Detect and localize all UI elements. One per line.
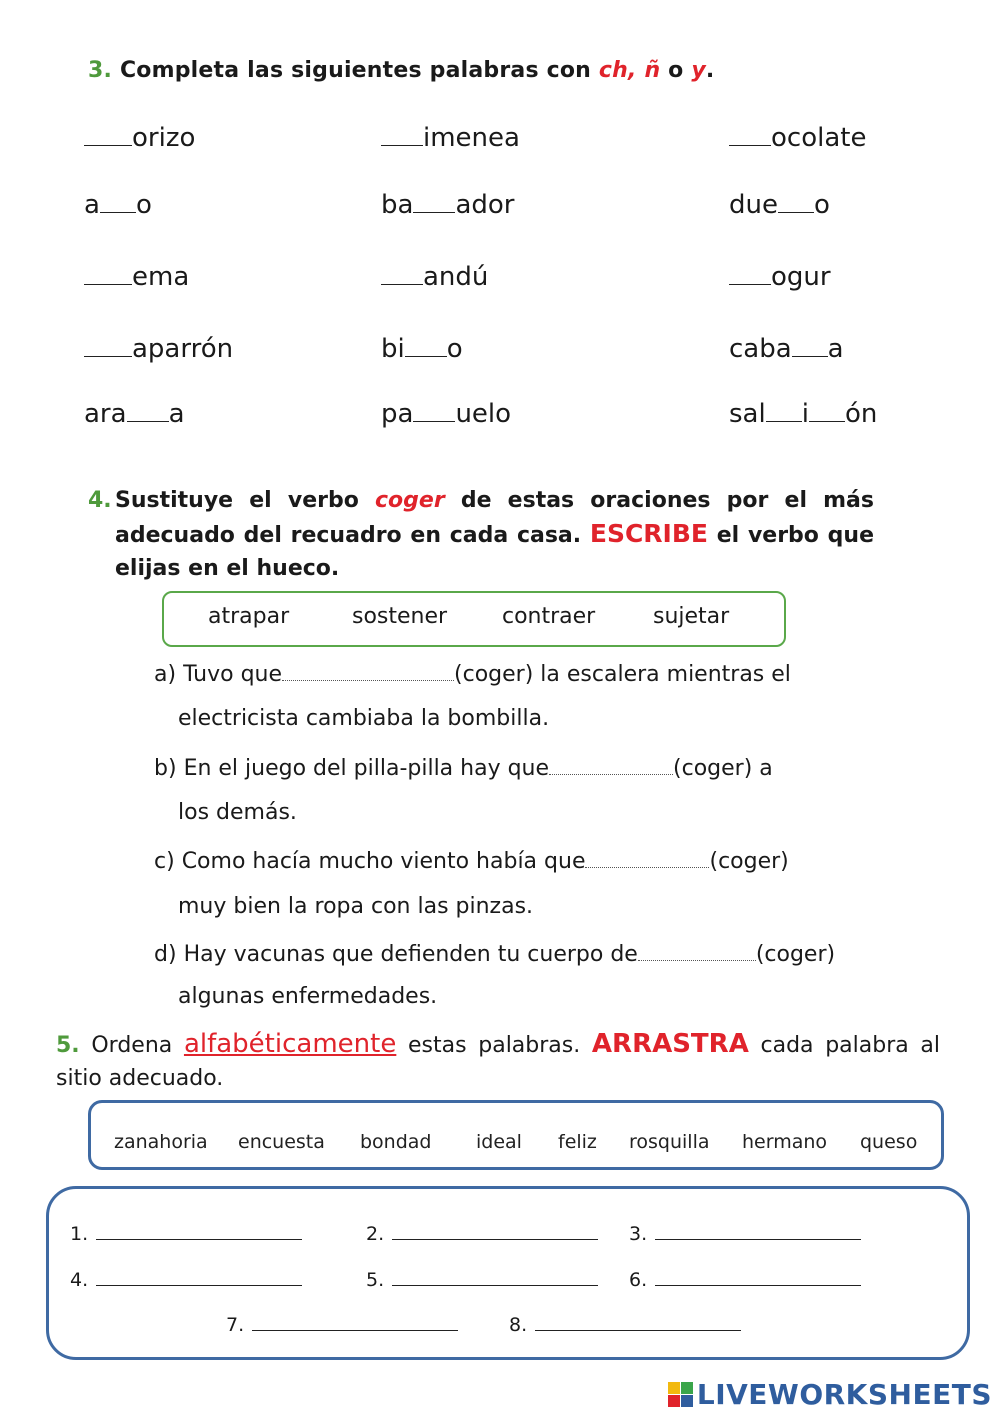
word-blank[interactable] — [766, 399, 802, 422]
sentence-letter: d) — [154, 942, 177, 967]
word-item — [729, 334, 844, 364]
word-item — [84, 123, 195, 153]
instruction-text — [115, 484, 874, 585]
slot-drop-line[interactable] — [535, 1312, 741, 1331]
slot-number: 1. — [70, 1223, 89, 1245]
drag-word[interactable]: feliz — [558, 1131, 597, 1153]
word-part: a — [827, 334, 844, 364]
sentence-text: Como hacía mucho viento había que — [181, 849, 586, 874]
word-part: ema — [132, 262, 190, 292]
order-slot — [366, 1221, 598, 1245]
verb-option: sostener — [352, 604, 448, 629]
word-part: ba — [381, 190, 414, 220]
word-part: ocolate — [771, 123, 867, 153]
section-number: 5. — [56, 1033, 80, 1058]
instr-part: Ordena — [79, 1033, 184, 1058]
section-number: 4. — [88, 488, 112, 513]
sentence-text: (coger) — [709, 849, 789, 874]
word-part: o — [135, 190, 152, 220]
sentence-a — [154, 660, 791, 687]
order-slot — [509, 1312, 741, 1336]
word-part: andú — [423, 262, 489, 292]
slot-drop-line[interactable] — [392, 1267, 598, 1286]
sentence-text: (coger) la escalera mientras el — [454, 662, 791, 687]
drag-word[interactable]: rosquilla — [629, 1131, 710, 1153]
order-slot — [629, 1267, 861, 1291]
order-slot — [70, 1267, 302, 1291]
word-part: pa — [381, 399, 414, 429]
drag-word[interactable]: queso — [860, 1131, 918, 1153]
word-blank[interactable] — [84, 262, 132, 285]
drag-word[interactable]: zanahoria — [114, 1131, 208, 1153]
word-blank[interactable] — [729, 262, 771, 285]
slot-number: 7. — [226, 1314, 245, 1336]
instr-verb: coger — [375, 488, 445, 513]
sentence-b — [154, 754, 773, 781]
answer-input[interactable] — [282, 660, 454, 681]
word-blank[interactable] — [809, 399, 845, 422]
sentence-b-line2: los demás. — [178, 800, 297, 825]
slot-number: 2. — [366, 1223, 385, 1245]
order-slot — [366, 1267, 598, 1291]
sentence-letter: c) — [154, 849, 175, 874]
verb-option: atrapar — [208, 604, 290, 629]
word-blank[interactable] — [792, 334, 828, 357]
sentence-letter: a) — [154, 662, 177, 687]
word-blank[interactable] — [100, 190, 136, 213]
instr-part: estas palabras. — [396, 1033, 592, 1058]
verb-option: contraer — [502, 604, 596, 629]
slot-number: 4. — [70, 1269, 89, 1291]
order-slot — [629, 1221, 861, 1245]
word-part: bi — [381, 334, 405, 364]
word-part: o — [813, 190, 830, 220]
slot-drop-line[interactable] — [252, 1312, 458, 1331]
word-part: ogur — [771, 262, 831, 292]
word-item — [381, 123, 520, 153]
slot-number: 3. — [629, 1223, 648, 1245]
word-part: caba — [729, 334, 792, 364]
word-item — [729, 262, 831, 292]
slot-drop-line[interactable] — [655, 1221, 861, 1240]
word-blank[interactable] — [405, 334, 447, 357]
title-end: . — [705, 58, 715, 83]
answer-input[interactable] — [585, 847, 709, 868]
slot-drop-line[interactable] — [96, 1267, 302, 1286]
order-slot — [226, 1312, 458, 1336]
slot-number: 5. — [366, 1269, 385, 1291]
word-part: o — [446, 334, 463, 364]
word-part: orizo — [132, 123, 196, 153]
word-item — [729, 190, 830, 220]
instr-alphabetically: alfabéticamente — [183, 1029, 397, 1059]
instr-part: Sustituye el verbo — [115, 488, 376, 513]
instr-write: ESCRIBE — [589, 519, 708, 548]
instr-drag: ARRASTRA — [591, 1029, 749, 1059]
sentence-letter: b) — [154, 756, 177, 781]
word-item — [381, 262, 488, 292]
word-item — [381, 190, 514, 220]
sentence-c — [154, 847, 789, 874]
title-option-y: y — [691, 58, 706, 83]
word-blank[interactable] — [84, 123, 132, 146]
word-item — [84, 399, 185, 429]
section-3-title — [88, 58, 714, 83]
word-item — [381, 334, 463, 364]
drag-word[interactable]: ideal — [476, 1131, 522, 1153]
sentence-text: Tuvo que — [183, 662, 283, 687]
sentence-text: Hay vacunas que defienden tu cuerpo de — [183, 942, 638, 967]
word-blank[interactable] — [381, 123, 423, 146]
word-part: i — [801, 399, 809, 429]
section-4-instructions — [88, 484, 874, 585]
word-part: sal — [729, 399, 766, 429]
drag-word[interactable]: hermano — [742, 1131, 828, 1153]
sentence-text: En el juego del pilla-pilla hay que — [183, 756, 550, 781]
slot-drop-line[interactable] — [96, 1221, 302, 1240]
word-item — [84, 334, 233, 364]
title-or: o — [660, 58, 692, 83]
slot-drop-line[interactable] — [392, 1221, 598, 1240]
word-part: ador — [455, 190, 515, 220]
slot-number: 6. — [629, 1269, 648, 1291]
word-part: aparrón — [132, 334, 234, 364]
slot-number: 8. — [509, 1314, 528, 1336]
liveworksheets-logo — [668, 1378, 992, 1411]
sentence-a-line2: electricista cambiaba la bombilla. — [178, 706, 550, 731]
verb-option: sujetar — [653, 604, 730, 629]
instr-part: cada palabra al sitio adecuado. — [56, 1033, 940, 1091]
word-part: due — [729, 190, 778, 220]
drag-word[interactable]: bondad — [360, 1131, 432, 1153]
word-blank[interactable] — [413, 190, 455, 213]
liveworksheets-logo-icon — [668, 1382, 693, 1407]
word-item — [381, 399, 511, 429]
word-blank[interactable] — [381, 262, 423, 285]
word-item — [84, 262, 189, 292]
word-part: ara — [84, 399, 127, 429]
logo-text: LIVEWORKSHEETS — [696, 1378, 992, 1411]
answer-input[interactable] — [549, 754, 673, 775]
word-blank[interactable] — [778, 190, 814, 213]
sentence-d-line2: algunas enfermedades. — [178, 984, 438, 1009]
word-blank[interactable] — [84, 334, 132, 357]
order-slot — [70, 1221, 302, 1245]
answer-input[interactable] — [638, 940, 756, 961]
word-part: ón — [844, 399, 878, 429]
title-option-ch-n: ch, ñ — [598, 58, 661, 83]
word-blank[interactable] — [413, 399, 455, 422]
word-part: a — [168, 399, 185, 429]
section-number: 3. — [88, 58, 113, 83]
word-item — [729, 399, 877, 429]
title-text: Completa las siguientes palabras con — [119, 58, 599, 83]
word-item — [84, 190, 152, 220]
drag-word[interactable]: encuesta — [238, 1131, 325, 1153]
slot-drop-line[interactable] — [655, 1267, 861, 1286]
word-part: imenea — [423, 123, 520, 153]
word-blank[interactable] — [127, 399, 169, 422]
instr-part: el verbo que elijas en el hueco. — [115, 523, 874, 581]
instr-part: de estas oraciones por el más adecuado del recuadro en cada casa. — [115, 488, 875, 548]
sentence-text: (coger) a — [673, 756, 773, 781]
section-5-instructions — [56, 1028, 940, 1095]
sentence-text: (coger) — [755, 942, 836, 967]
sentence-c-line2: muy bien la ropa con las pinzas. — [178, 894, 534, 919]
sentence-d — [154, 940, 835, 967]
word-part: a — [84, 190, 100, 220]
word-item — [729, 123, 866, 153]
word-part: uelo — [455, 399, 512, 429]
word-blank[interactable] — [729, 123, 771, 146]
